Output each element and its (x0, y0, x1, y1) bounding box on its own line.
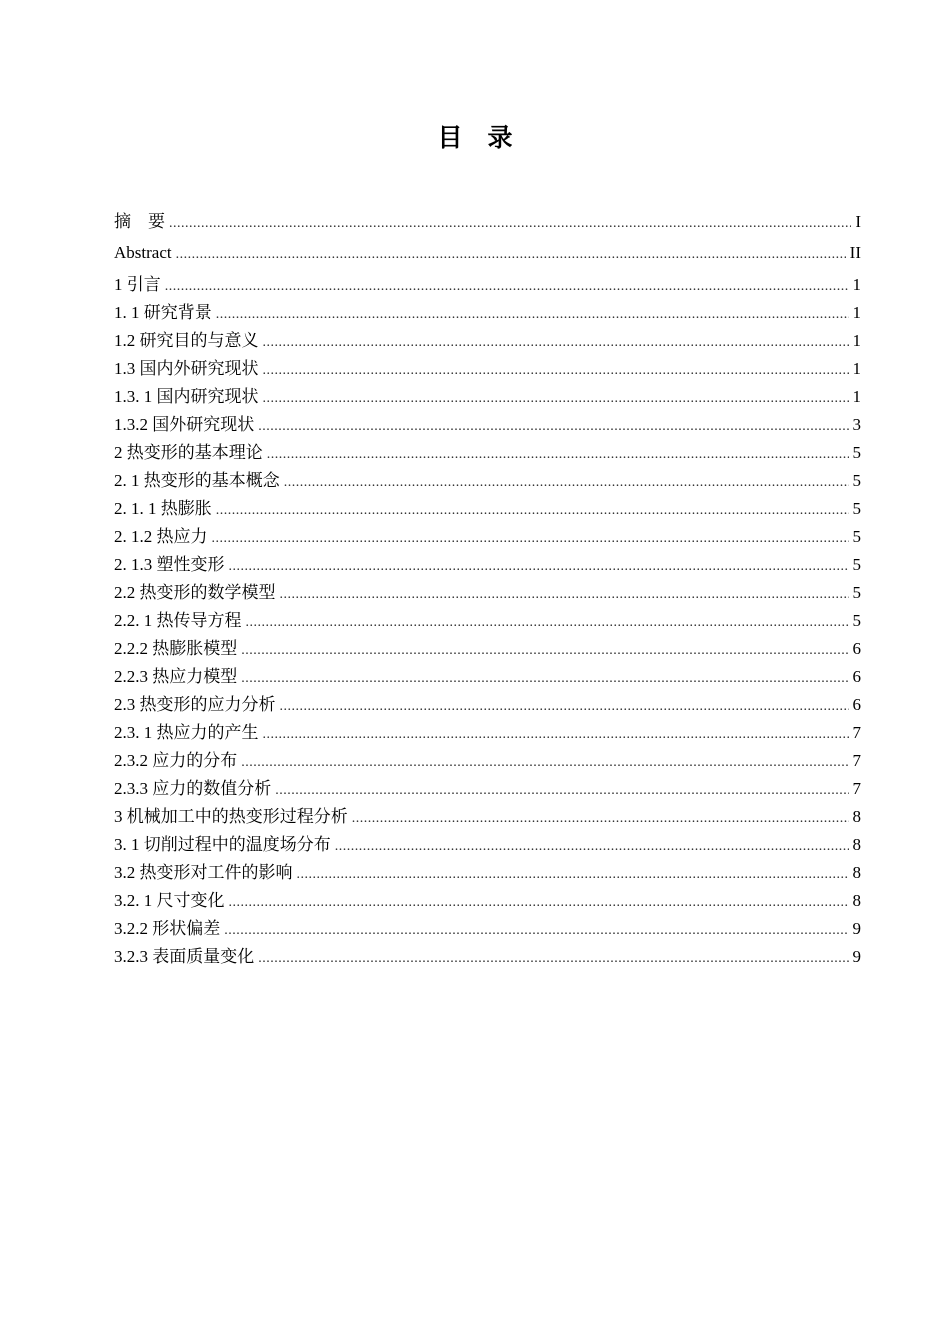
toc-page-number: 3 (852, 415, 861, 434)
toc-entry-label: 3.2.2 形状偏差 (114, 919, 221, 938)
toc-entry[interactable] (114, 775, 861, 803)
toc-entry-label: 3.2.3 表面质量变化 (114, 947, 255, 966)
toc-entry-label: 1.2 研究目的与意义 (114, 331, 259, 350)
toc-page-number: 8 (852, 835, 861, 854)
toc-entry[interactable] (114, 831, 861, 859)
toc-entry-label: 2.2.2 热膨胀模型 (114, 639, 238, 658)
toc-dot-leader (258, 945, 848, 973)
toc-entry[interactable] (114, 383, 861, 411)
page-title: 目 录 (437, 123, 513, 152)
toc-page-number: 1 (852, 359, 861, 378)
toc-entry[interactable] (114, 355, 861, 383)
toc-dot-leader (212, 525, 849, 553)
toc-entry[interactable] (114, 271, 861, 299)
toc-page-number: 7 (852, 779, 861, 798)
toc-dot-leader (263, 357, 849, 385)
toc-dot-leader (241, 665, 848, 693)
toc-page-number: 5 (852, 527, 861, 546)
toc-entry[interactable] (114, 551, 861, 579)
toc-entry-label: 1 引言 (114, 275, 161, 294)
toc-dot-leader (263, 721, 849, 749)
toc-entry[interactable] (114, 327, 861, 355)
toc-entry-label: 2.3. 1 热应力的产生 (114, 723, 259, 742)
toc-entry-label: 2 热变形的基本理论 (114, 443, 263, 462)
toc-dot-leader (176, 239, 846, 270)
toc-dot-leader (246, 609, 849, 637)
toc-entry-label: 2.3 热变形的应力分析 (114, 695, 276, 714)
toc-entry[interactable] (114, 803, 861, 831)
toc-entry-label: 2.3.3 应力的数值分析 (114, 779, 272, 798)
toc-entry[interactable] (114, 579, 861, 607)
toc-dot-leader (335, 833, 849, 861)
toc-entry[interactable] (114, 663, 861, 691)
toc-page-number: 5 (852, 499, 861, 518)
toc-page-number: 1 (852, 331, 861, 350)
toc-page-number: 6 (852, 695, 861, 714)
toc-entry-label: 摘 要 (114, 212, 165, 231)
toc-page-number: 8 (852, 807, 861, 826)
toc-entry[interactable] (114, 411, 861, 439)
toc-page-number: II (849, 243, 861, 262)
toc-entry[interactable] (114, 523, 861, 551)
toc-page-number: 9 (852, 947, 861, 966)
toc-dot-leader (165, 273, 849, 301)
toc-entry-label: 2.2. 1 热传导方程 (114, 611, 242, 630)
toc-page-number: 1 (852, 303, 861, 322)
toc-page-number: 5 (852, 583, 861, 602)
toc-entry[interactable] (114, 467, 861, 495)
toc-page-number: 8 (852, 863, 861, 882)
toc-dot-leader (263, 329, 849, 357)
toc-entry-label: 2. 1.2 热应力 (114, 527, 208, 546)
toc-entry-abstract-en[interactable] (114, 237, 861, 268)
toc-dot-leader (216, 497, 849, 525)
toc-entry[interactable] (114, 635, 861, 663)
toc-page-number: 7 (852, 723, 861, 742)
toc-entry[interactable] (114, 887, 861, 915)
toc-entry-label: 3. 1 切削过程中的温度场分布 (114, 835, 331, 854)
toc-dot-leader (229, 553, 849, 581)
toc-entry-label: 2.2.3 热应力模型 (114, 667, 238, 686)
toc-entry-abstract-cn[interactable] (114, 206, 861, 237)
toc-entry-label: 1. 1 研究背景 (114, 303, 212, 322)
toc-entry[interactable] (114, 747, 861, 775)
toc-entry-label: 3.2 热变形对工件的影响 (114, 863, 293, 882)
toc-dot-leader (169, 208, 851, 239)
toc-page-number: 5 (852, 443, 861, 462)
toc-page-number: I (855, 212, 861, 231)
toc-entry-label: 2.3.2 应力的分布 (114, 751, 238, 770)
toc-entry-label: 1.3. 1 国内研究现状 (114, 387, 259, 406)
toc-dot-leader (280, 693, 849, 721)
toc-entry[interactable] (114, 691, 861, 719)
toc-entry[interactable] (114, 607, 861, 635)
toc-entry-label: 1.3 国内外研究现状 (114, 359, 259, 378)
toc-page-number: 5 (852, 471, 861, 490)
toc-entry-label: 2. 1 热变形的基本概念 (114, 471, 280, 490)
toc-page-number: 1 (852, 275, 861, 294)
toc-entry-label: 2. 1.3 塑性变形 (114, 555, 225, 574)
toc-entry-label: 3.2. 1 尺寸变化 (114, 891, 225, 910)
toc-dot-leader (241, 637, 848, 665)
toc-entry[interactable] (114, 495, 861, 523)
toc-page-number: 8 (852, 891, 861, 910)
toc-dot-leader (280, 581, 849, 609)
toc-dot-leader (297, 861, 849, 889)
toc-page-number: 7 (852, 751, 861, 770)
toc-dot-leader (352, 805, 849, 833)
toc-dot-leader (229, 889, 849, 917)
table-of-contents (114, 206, 861, 971)
toc-entry[interactable] (114, 439, 861, 467)
toc-page-number: 1 (852, 387, 861, 406)
toc-page-number: 6 (852, 639, 861, 658)
toc-dot-leader (267, 441, 849, 469)
toc-dot-leader (216, 301, 849, 329)
toc-dot-leader (241, 749, 848, 777)
toc-dot-leader (275, 777, 848, 805)
toc-dot-leader (284, 469, 849, 497)
toc-entry-label: 2. 1. 1 热膨胀 (114, 499, 212, 518)
toc-entry[interactable] (114, 719, 861, 747)
toc-dot-leader (224, 917, 848, 945)
toc-entry-label: 3 机械加工中的热变形过程分析 (114, 807, 348, 826)
toc-dot-leader (258, 413, 848, 441)
toc-entry[interactable] (114, 859, 861, 887)
toc-page-number: 5 (852, 611, 861, 630)
toc-page-number: 5 (852, 555, 861, 574)
toc-page-number: 6 (852, 667, 861, 686)
toc-dot-leader (263, 385, 849, 413)
toc-page-number: 9 (852, 919, 861, 938)
toc-entry[interactable] (114, 915, 861, 943)
toc-entry[interactable] (114, 299, 861, 327)
toc-entry-label: Abstract (114, 243, 172, 262)
toc-entry-label: 1.3.2 国外研究现状 (114, 415, 255, 434)
toc-entry[interactable] (114, 943, 861, 971)
toc-entry-label: 2.2 热变形的数学模型 (114, 583, 276, 602)
